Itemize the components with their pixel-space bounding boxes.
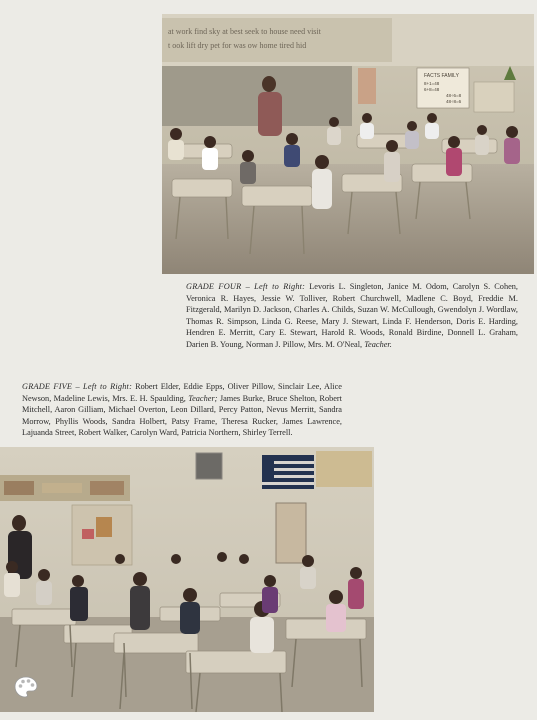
board-text-2: t ook lift dry pet for was ow home tired hid xyxy=(168,41,307,50)
grade-five-caption-role: Teacher; xyxy=(188,393,218,403)
grade-four-caption xyxy=(186,281,518,351)
grade-four-caption-lead: GRADE FOUR – Left to Right: xyxy=(186,282,306,291)
svg-text:8+1=48: 8+1=48 xyxy=(424,81,440,86)
svg-text:6+8=48: 6+8=48 xyxy=(424,87,440,92)
grade-four-caption-names: Levoris L. Singleton, Janice M. Odom, Carolyn S. Cohen, Veronica R. Hayes, Jessie W. Tolliver, Robert Churchwell, Madlene C. Boyd, Freddie M. Fitzgerald, Marilyn D. Jackson, Charles A. Childs, Suzan W. McCullough, Gwendolyn J. Wordlaw, Thomas R. Simpson, Linda G. Reese, Mary J. Stewart, Linda F. Henderson, Doris E. Harding, Hendren E. Merritt, Cary E. Stewart, Harold R. Woods, Ronald Birdine, Donnell L. Graham, Darien B. Young, Norman J. Pillow, Mrs. M. O'Neal, xyxy=(186,282,518,349)
board-text-1: at work find sky at best seek to house need visit xyxy=(168,27,321,36)
svg-text:48÷6=8: 48÷6=8 xyxy=(446,93,462,98)
grade-five-caption-lead: GRADE FIVE – Left to Right: xyxy=(22,382,133,391)
palette-icon[interactable] xyxy=(14,676,38,698)
grade-five-photo xyxy=(0,447,374,712)
grade-five-caption xyxy=(22,381,342,439)
grade-four-photo xyxy=(162,14,534,274)
svg-text:48÷8=6: 48÷8=6 xyxy=(446,99,462,104)
grade-four-caption-role: Teacher. xyxy=(364,339,392,349)
facts-chart-title: FACTS FAMILY xyxy=(424,73,459,79)
grade-five-caption-names-a: Robert Elder, Eddie Epps, Oliver Pillow, Sinclair Lee, Alice Newson, Madeline Lewis, Mrs. E. H. Spaulding, xyxy=(22,382,342,403)
grade-five-caption-names-b: James Burke, Bruce Shelton, Robert Mitchell, Aaron Gilliam, Michael Overton, Leon Dillard, Percy Patton, Nevus Merritt, Sandra Morrow, Phyllis Woods, Sandra Holbert, Patsy Frame, Theresa Rucker, James Lawrence, Lajuanda Street, Robert Walker, Carolyn Ward, Patricia Northern, Shirley Terrell. xyxy=(22,393,342,438)
